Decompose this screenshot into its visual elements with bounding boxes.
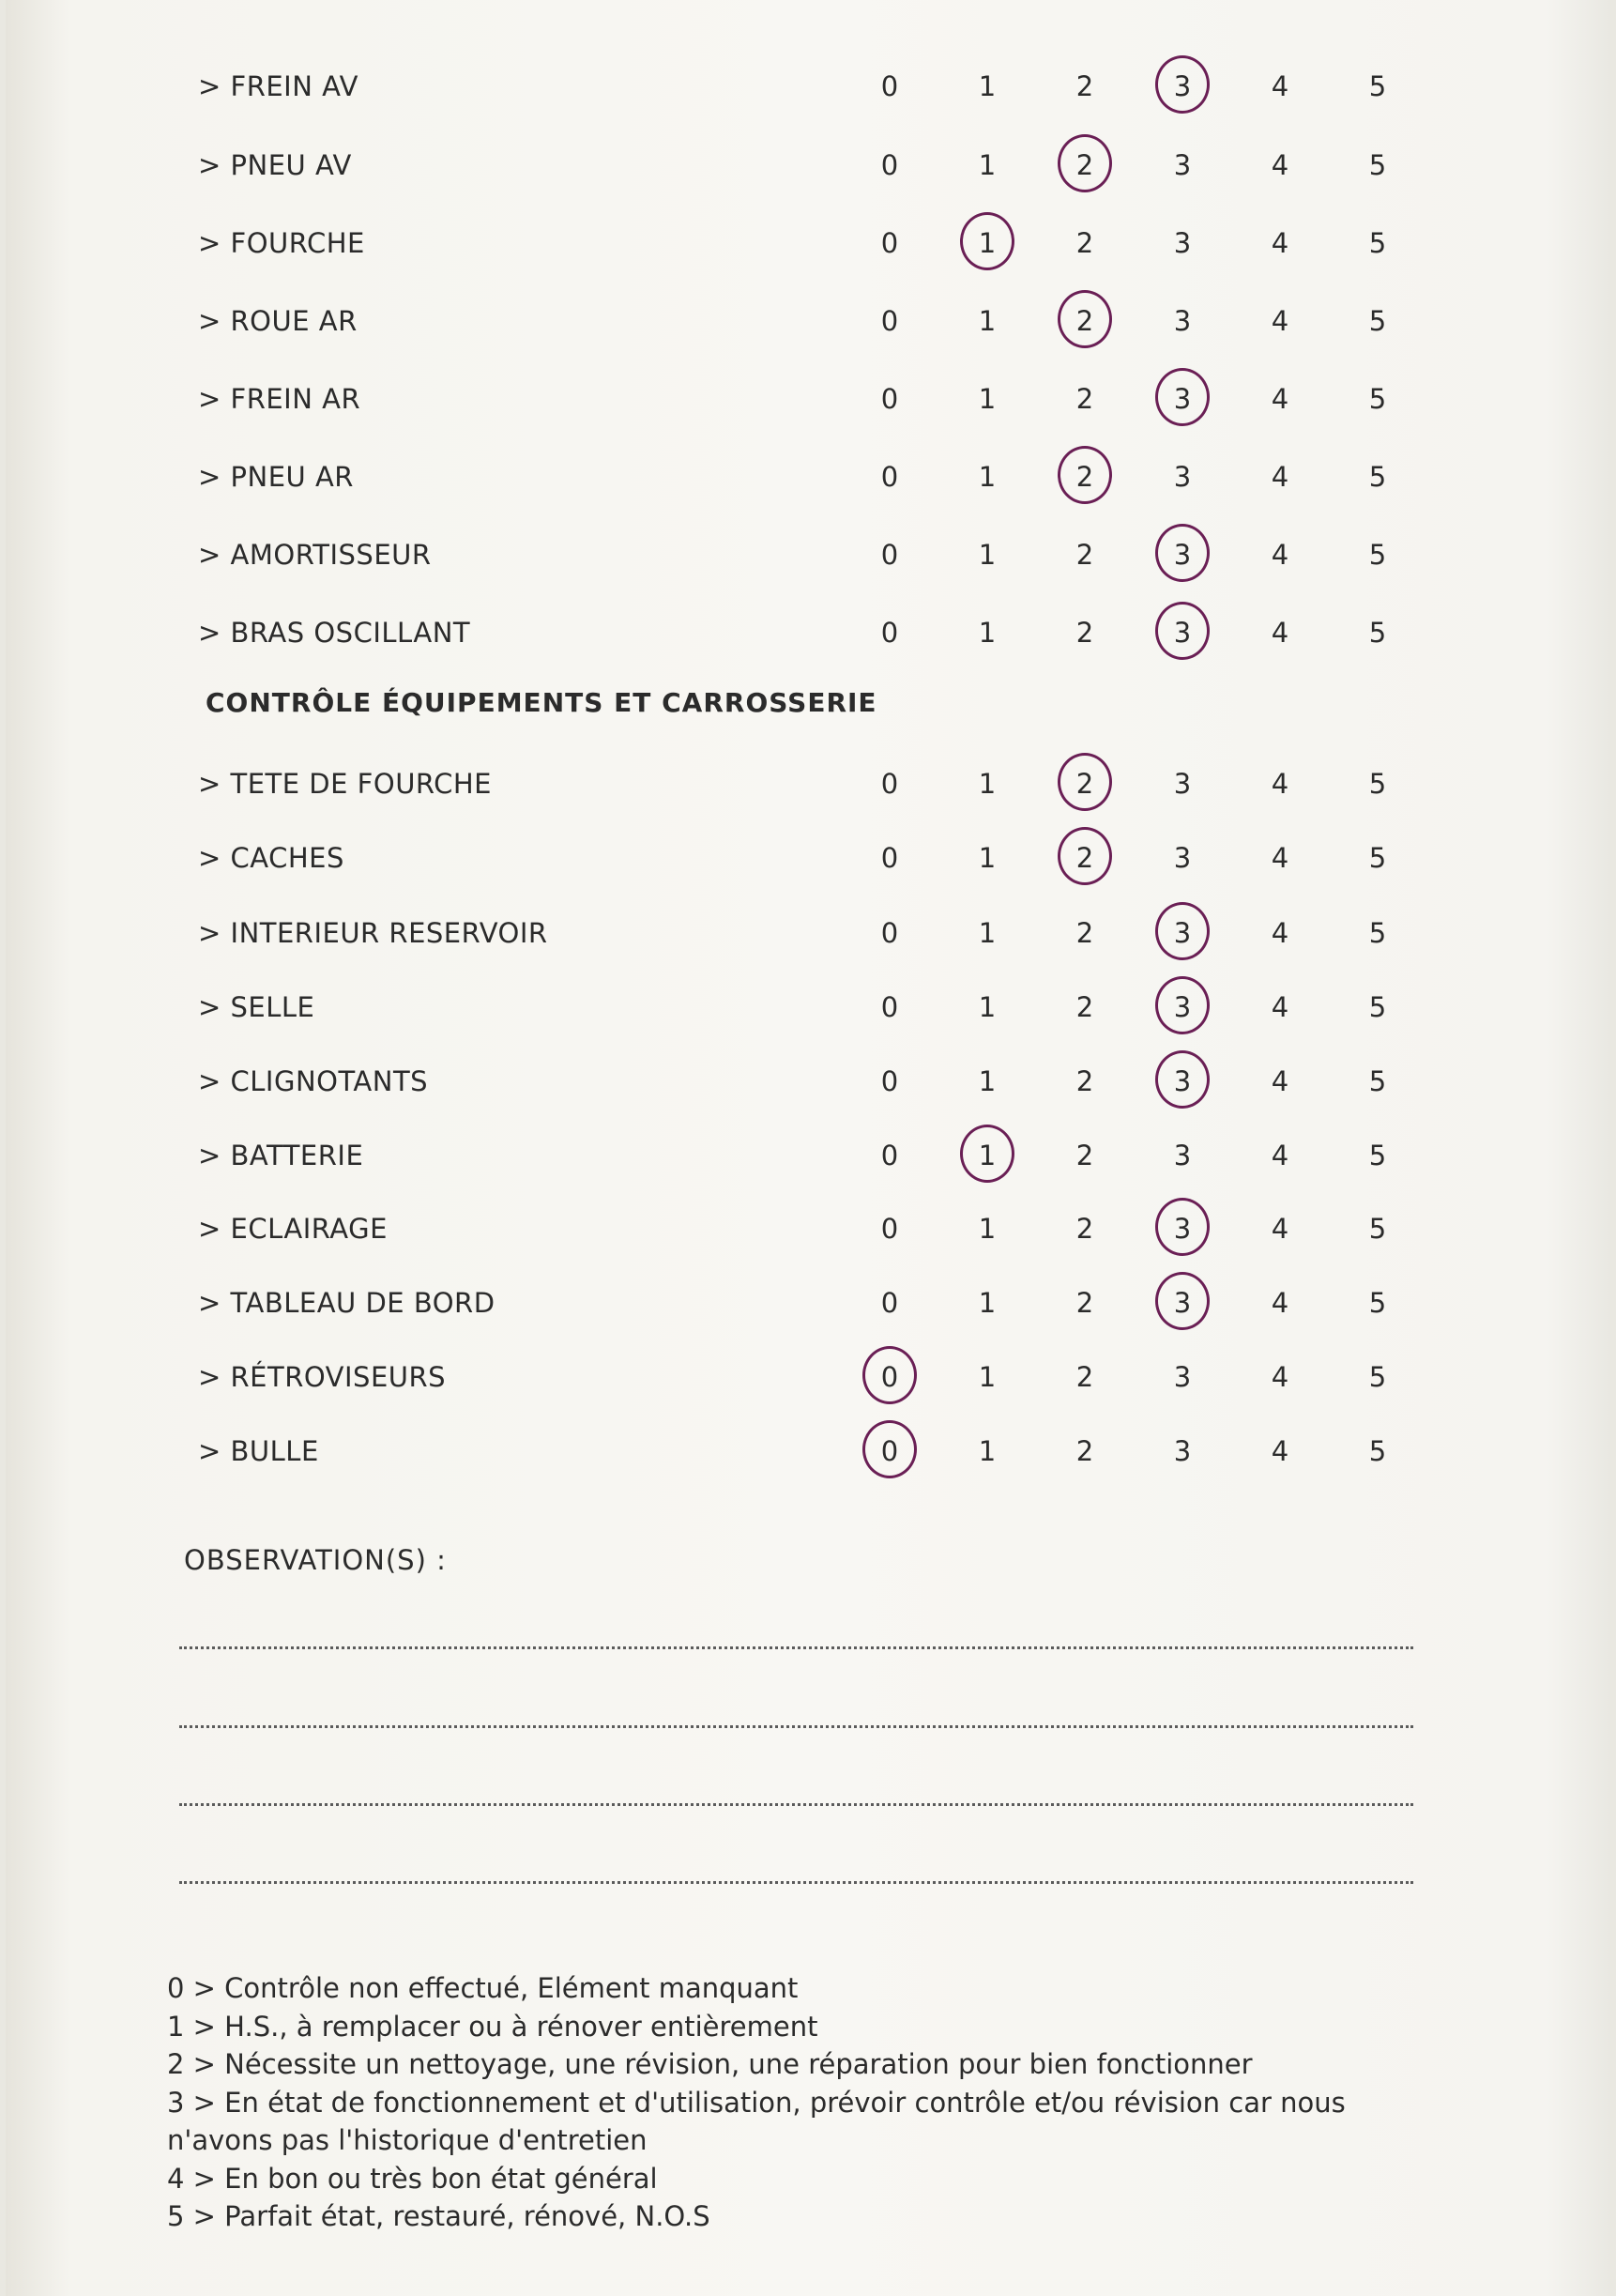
rating-option-5[interactable]: 5 [1368,149,1387,181]
rating-option-4[interactable]: 4 [1271,1361,1289,1393]
rating-option-1[interactable]: 1 [978,1435,997,1467]
rating-option-3[interactable]: 3 [1173,70,1192,102]
rating-option-3[interactable]: 3 [1173,1213,1192,1245]
inspection-item-label: > FREIN AR [198,383,361,415]
rating-option-3[interactable]: 3 [1173,461,1192,493]
inspection-item-label: > PNEU AV [198,149,352,181]
rating-option-2[interactable]: 2 [1075,305,1094,337]
rating-option-4[interactable]: 4 [1271,917,1289,949]
rating-option-0[interactable]: 0 [880,617,899,649]
inspection-row [6,1423,1616,1479]
paper-sheet [6,0,1610,2296]
rating-option-0[interactable]: 0 [880,539,899,571]
inspection-item-label: > CLIGNOTANTS [198,1065,429,1097]
inspection-item-label: > INTERIEUR RESERVOIR [198,917,548,949]
rating-option-3[interactable]: 3 [1173,617,1192,649]
inspection-item-label: > FOURCHE [198,227,365,259]
rating-option-2[interactable]: 2 [1075,70,1094,102]
rating-option-4[interactable]: 4 [1271,1435,1289,1467]
inspection-row [6,905,1616,961]
rating-option-1[interactable]: 1 [978,617,997,649]
rating-option-2[interactable]: 2 [1075,539,1094,571]
rating-option-5[interactable]: 5 [1368,991,1387,1023]
rating-option-0[interactable]: 0 [880,1435,899,1467]
rating-option-5[interactable]: 5 [1368,617,1387,649]
rating-option-3[interactable]: 3 [1173,842,1192,874]
inspection-item-label: > PNEU AR [198,461,354,493]
inspection-item-label: > ECLAIRAGE [198,1213,388,1245]
rating-option-5[interactable]: 5 [1368,1065,1387,1097]
observation-line[interactable] [179,1725,1413,1728]
rating-option-2[interactable]: 2 [1075,1065,1094,1097]
rating-option-0[interactable]: 0 [880,70,899,102]
rating-option-3[interactable]: 3 [1173,1140,1192,1171]
rating-option-5[interactable]: 5 [1368,917,1387,949]
inspection-row [6,1201,1616,1257]
rating-option-1[interactable]: 1 [978,917,997,949]
rating-option-4[interactable]: 4 [1271,1213,1289,1245]
inspection-row [6,756,1616,812]
rating-option-5[interactable]: 5 [1368,227,1387,259]
inspection-row [6,1127,1616,1184]
rating-option-4[interactable]: 4 [1271,70,1289,102]
inspection-item-label: > BATTERIE [198,1140,364,1171]
rating-option-4[interactable]: 4 [1271,617,1289,649]
rating-option-2[interactable]: 2 [1075,1361,1094,1393]
rating-option-2[interactable]: 2 [1075,1287,1094,1319]
rating-option-1[interactable]: 1 [978,227,997,259]
observation-line[interactable] [179,1803,1413,1806]
rating-option-0[interactable]: 0 [880,305,899,337]
rating-option-3[interactable]: 3 [1173,1065,1192,1097]
observation-label: OBSERVATION(S) : [184,1544,447,1576]
rating-option-1[interactable]: 1 [978,461,997,493]
rating-option-4[interactable]: 4 [1271,768,1289,800]
rating-legend [167,1969,1415,2236]
rating-option-1[interactable]: 1 [978,991,997,1023]
rating-option-3[interactable]: 3 [1173,305,1192,337]
rating-option-0[interactable]: 0 [880,383,899,415]
inspection-item-label: > BRAS OSCILLANT [198,617,471,649]
legend-line: 5 > Parfait état, restauré, rénové, N.O.S [167,2200,710,2232]
inspection-row [6,1053,1616,1110]
inspection-row [6,58,1616,115]
rating-option-4[interactable]: 4 [1271,1065,1289,1097]
legend-line: 3 > En état de fonctionnement et d'utilisation, prévoir contrôle et/ou révision car nous [167,2086,1346,2119]
rating-option-0[interactable]: 0 [880,1287,899,1319]
rating-option-2[interactable]: 2 [1075,768,1094,800]
inspection-row [6,449,1616,505]
inspection-item-label: > TABLEAU DE BORD [198,1287,495,1319]
rating-option-3[interactable]: 3 [1173,149,1192,181]
rating-option-2[interactable]: 2 [1075,991,1094,1023]
rating-option-1[interactable]: 1 [978,383,997,415]
rating-option-5[interactable]: 5 [1368,305,1387,337]
rating-option-3[interactable]: 3 [1173,768,1192,800]
rating-option-5[interactable]: 5 [1368,1361,1387,1393]
observation-line[interactable] [179,1646,1413,1649]
inspection-row [6,293,1616,349]
rating-option-1[interactable]: 1 [978,305,997,337]
rating-option-5[interactable]: 5 [1368,383,1387,415]
rating-option-4[interactable]: 4 [1271,305,1289,337]
rating-option-0[interactable]: 0 [880,461,899,493]
rating-option-5[interactable]: 5 [1368,1287,1387,1319]
rating-option-3[interactable]: 3 [1173,1361,1192,1393]
inspection-item-label: > BULLE [198,1435,319,1467]
rating-option-2[interactable]: 2 [1075,227,1094,259]
rating-option-1[interactable]: 1 [978,842,997,874]
rating-option-5[interactable]: 5 [1368,842,1387,874]
rating-option-1[interactable]: 1 [978,1361,997,1393]
rating-option-5[interactable]: 5 [1368,1140,1387,1171]
inspection-row [6,605,1616,661]
inspection-row [6,830,1616,886]
rating-option-1[interactable]: 1 [978,1140,997,1171]
rating-option-0[interactable]: 0 [880,991,899,1023]
rating-option-2[interactable]: 2 [1075,842,1094,874]
legend-line: 2 > Nécessite un nettoyage, une révision, une réparation pour bien fonctionner [167,2048,1253,2080]
rating-option-4[interactable]: 4 [1271,539,1289,571]
rating-option-0[interactable]: 0 [880,1361,899,1393]
rating-option-0[interactable]: 0 [880,1065,899,1097]
inspection-item-label: > CACHES [198,842,344,874]
rating-option-1[interactable]: 1 [978,70,997,102]
rating-option-1[interactable]: 1 [978,539,997,571]
rating-option-3[interactable]: 3 [1173,383,1192,415]
rating-option-5[interactable]: 5 [1368,539,1387,571]
legend-line: 1 > H.S., à remplacer ou à rénover entièrement [167,2010,818,2043]
rating-option-3[interactable]: 3 [1173,917,1192,949]
inspection-item-label: > RÉTROVISEURS [198,1361,447,1393]
rating-option-1[interactable]: 1 [978,1287,997,1319]
section-title: CONTRÔLE ÉQUIPEMENTS ET CARROSSERIE [206,687,877,718]
rating-option-5[interactable]: 5 [1368,1435,1387,1467]
rating-option-2[interactable]: 2 [1075,917,1094,949]
rating-option-2[interactable]: 2 [1075,461,1094,493]
legend-line: 0 > Contrôle non effectué, Elément manquant [167,1972,799,2004]
rating-option-4[interactable]: 4 [1271,227,1289,259]
inspection-item-label: > SELLE [198,991,315,1023]
inspection-row [6,371,1616,427]
rating-option-2[interactable]: 2 [1075,617,1094,649]
rating-option-0[interactable]: 0 [880,768,899,800]
legend-line: 4 > En bon ou très bon état général [167,2162,658,2195]
rating-option-2[interactable]: 2 [1075,1213,1094,1245]
inspection-item-label: > FREIN AV [198,70,358,102]
inspection-row [6,1275,1616,1331]
rating-option-4[interactable]: 4 [1271,149,1289,181]
inspection-item-label: > AMORTISSEUR [198,539,432,571]
rating-option-4[interactable]: 4 [1271,1140,1289,1171]
rating-option-1[interactable]: 1 [978,768,997,800]
rating-option-0[interactable]: 0 [880,917,899,949]
rating-option-4[interactable]: 4 [1271,383,1289,415]
rating-option-1[interactable]: 1 [978,1213,997,1245]
rating-option-2[interactable]: 2 [1075,149,1094,181]
rating-option-4[interactable]: 4 [1271,842,1289,874]
rating-option-0[interactable]: 0 [880,842,899,874]
inspection-row [6,1349,1616,1405]
rating-option-4[interactable]: 4 [1271,1287,1289,1319]
inspection-row [6,527,1616,583]
inspection-item-label: > ROUE AR [198,305,358,337]
rating-option-2[interactable]: 2 [1075,1140,1094,1171]
rating-option-2[interactable]: 2 [1075,383,1094,415]
rating-option-5[interactable]: 5 [1368,70,1387,102]
rating-option-2[interactable]: 2 [1075,1435,1094,1467]
rating-option-0[interactable]: 0 [880,227,899,259]
inspection-row [6,979,1616,1035]
rating-option-4[interactable]: 4 [1271,991,1289,1023]
rating-option-3[interactable]: 3 [1173,991,1192,1023]
rating-option-5[interactable]: 5 [1368,768,1387,800]
rating-option-3[interactable]: 3 [1173,1287,1192,1319]
rating-option-3[interactable]: 3 [1173,1435,1192,1467]
rating-option-5[interactable]: 5 [1368,461,1387,493]
legend-line: n'avons pas l'historique d'entretien [167,2124,648,2156]
rating-option-0[interactable]: 0 [880,1213,899,1245]
inspection-item-label: > TETE DE FOURCHE [198,768,492,800]
rating-option-1[interactable]: 1 [978,1065,997,1097]
rating-option-5[interactable]: 5 [1368,1213,1387,1245]
rating-option-1[interactable]: 1 [978,149,997,181]
observation-line[interactable] [179,1881,1413,1884]
rating-option-3[interactable]: 3 [1173,539,1192,571]
rating-option-0[interactable]: 0 [880,149,899,181]
rating-option-0[interactable]: 0 [880,1140,899,1171]
inspection-row [6,137,1616,193]
inspection-row [6,215,1616,271]
rating-option-4[interactable]: 4 [1271,461,1289,493]
rating-option-3[interactable]: 3 [1173,227,1192,259]
